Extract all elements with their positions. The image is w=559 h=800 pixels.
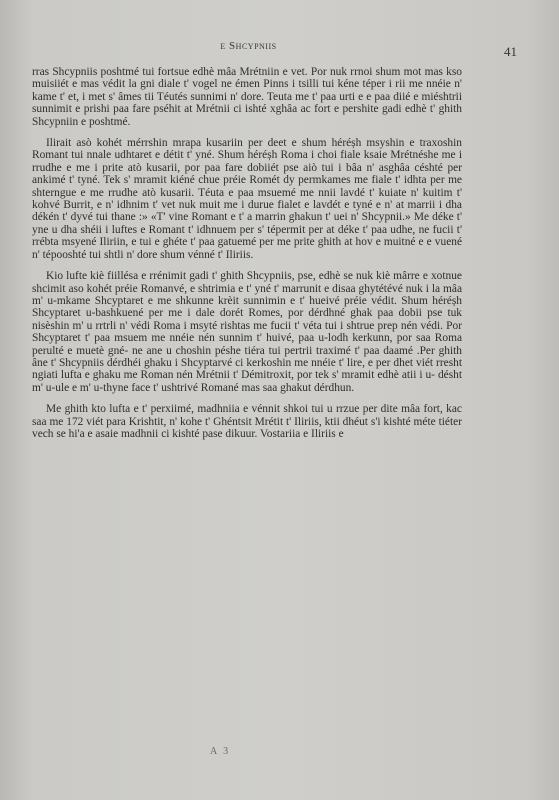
paragraph-4: Me ghith kto lufta e t' perxiimé, madhniia e vénnit shkoi tui u rrzue per dite mâa fort, kac saa me 172 viét para Krishtit, n' kohe t' Ghéntsit Mrétit t' Iliriis, ktii dhéut s'i kishté méte tiéter vech se hi'a e asaie madhnii ci kishté pase dikuur. Vostariia e Iliriis e (32, 403, 462, 440)
paragraph-2: Ilirait asò kohét mérrshin mrapa kusariin per deet e shum héréșh msyshin e traxoshin Romant tui nnale udhtaret e détit t' yné. Shum héréșh Roma i choi fiale ksaie Mrétnéshe me i rrudhe e me i prite atò kusarii, por paa fare dobiiét pse aiò tui i bâa n' asghâa céshté per ankimé t' tyné. Tek s' mramit kiéné chue préie Romét dy permkames me fiale t' idhta per me shterngue e me rrudhe atò kusarii. Téuta e paa msuemé me nnii lavdé t' kuiate n' kuitim t' kohvé Burrit, e n' idhnim t' vet nuk muit me i durue fialet e lavdét e tyné e n' at marrii i dha dékén t' dyvé tui thane :» «T' vine Romant e t' a marrin ghakun t' uei n' Shcypnii.» Me déke t' yne u dha shéii i luftes e Romant t' idhnuem per s' tépermit per at déke t' paa udhe, ne fucii t' rrébta msyené Iliriin, e tui e ghéte t' paa gatuemé per me prite ghith at hov e muitné e e vuené n' tépooshté tui shtli n' dore shum vénné t' Iliriis. (32, 137, 462, 261)
paragraph-1: rras Shcypniis poshtmé tui fortsue edhè mâa Mrétniin e vet. Por nuk rrnoi shum mot mas kso muisiiét e mas védit la gni diale t' vogel ne émen Pinns i tsilli tui kéne téper i rii me nnéie n' kame t' et, i met s' âmes tii Téutés sunnimi n' dore. Teuta me t' paa urti e e paa diié e miéshtrii sunnimit e prishi paa fare pséhit at Mrétnii ci ishté xghâa ac fort e pershite gadi edhè t' ghith Shcypniin e poshtmé. (32, 66, 462, 128)
paragraph-3: Kio lufte kiè fiillésa e rrénimit gadi t' ghith Shcypniis, pse, edhè se nuk kiè mârre e xotnue shcimit aso kohét préie Romanvé, e shtrimia e t' yné t' marrunit e disaa ghytétévé nuk i la mâa m' u-mkame Shcyptaret e me shkunne krèit sunnimin e t' hueivé préie védit. Shum héréșh Shcyptaret u-bashkuené per me i dale dorét Romes, por dérdhné ghak paa dobii pse tuk nisèshin m' u rrtrli n' védi Roma i msyté rishtas me fucii t' véta tui i shtrue prep nén védi. Por Shcyptaret t' paa msuem me nnéie nén sunnim t' huivé, paa u-lodh kerkunn, por saa Roma perulté e muetè gné- ne ane u choshin péshe tiéra tui pertrii traximé t' paa daamé .Per ghith âne t' Shcypniis dérdhéi ghaku i Shcyptarvé ci kerkoshin me nnéie t' lire, e per dhet viét rresht ngiati lufta e ghaku me Roman nén Mrétnii t' Démitroxit, por tek s' mramit edhè atii i u- désht m' u-ule e m' u-thyne face t' ushtrivé Romané mas saa ghakut dérdhun. (32, 270, 462, 394)
page-number: 41 (504, 44, 517, 59)
running-title: e Shcypniis (220, 40, 277, 52)
signature-mark: A 3 (210, 746, 231, 757)
body-text (32, 66, 462, 449)
page-header (28, 40, 469, 60)
